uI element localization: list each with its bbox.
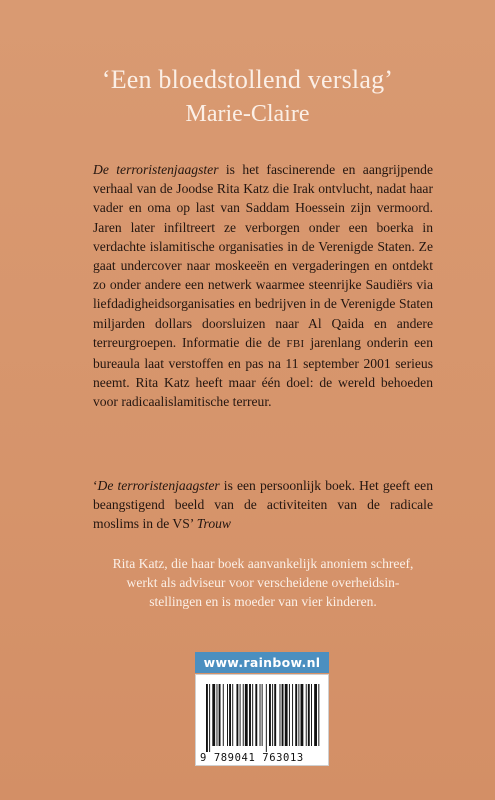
isbn-number: 9 789041 763013 bbox=[200, 752, 304, 764]
barcode-bar bbox=[311, 684, 312, 746]
barcode-bar bbox=[223, 684, 224, 746]
barcode-bar bbox=[266, 684, 267, 752]
barcode-bar bbox=[314, 684, 317, 746]
barcode-bar bbox=[262, 684, 263, 746]
barcode-bar bbox=[282, 684, 284, 746]
barcode-bar bbox=[289, 684, 290, 746]
barcode-bar bbox=[219, 684, 221, 746]
press-open-quote: ‘ bbox=[93, 478, 98, 493]
barcode-bar bbox=[209, 684, 210, 752]
barcode-bar bbox=[245, 684, 248, 746]
synopsis-paragraph bbox=[93, 160, 433, 412]
barcode-bar bbox=[252, 684, 253, 746]
barcode-bar bbox=[236, 684, 238, 746]
barcode-bar bbox=[308, 684, 310, 746]
barcode-bar bbox=[255, 684, 257, 746]
press-source: Trouw bbox=[196, 516, 231, 532]
barcode-bar bbox=[269, 684, 271, 746]
barcode-bar bbox=[318, 684, 319, 746]
barcode-bar bbox=[285, 684, 288, 746]
author-bio-line: Rita Katz, die haar boek aanvankelijk anoniem schreef, bbox=[112, 556, 414, 571]
barcode-bar bbox=[274, 684, 276, 746]
author-bio-line: stellingen en is moeder van vier kinderen. bbox=[149, 594, 377, 610]
quote-source: Marie-Claire bbox=[185, 101, 310, 127]
barcode-bar bbox=[212, 684, 215, 746]
barcode-bar bbox=[295, 684, 297, 746]
isbn-barcode bbox=[195, 674, 329, 766]
press-quote-paragraph bbox=[93, 476, 433, 534]
barcode-bar bbox=[206, 684, 208, 752]
barcode-bar bbox=[232, 684, 233, 746]
publisher-website: www.rainbow.nl bbox=[195, 652, 329, 673]
press-quote-body: is een persoonlijk boek. Het geeft een beangstigend beeld van de activiteiten van de radicale moslims in de VS’ bbox=[93, 478, 433, 532]
barcode-bar bbox=[272, 684, 273, 746]
barcode-bar bbox=[260, 684, 261, 746]
barcode-bar bbox=[227, 684, 228, 746]
barcode-bar bbox=[229, 684, 231, 746]
press-book-title-italic: De terroristenjaagster bbox=[97, 478, 220, 493]
book-title-italic: De terroristenjaagster bbox=[93, 162, 219, 177]
barcode-bar bbox=[301, 684, 304, 746]
barcode-bar bbox=[217, 684, 218, 746]
barcode-bar bbox=[298, 684, 299, 746]
barcode-bar bbox=[243, 684, 244, 746]
barcode-bar bbox=[306, 684, 307, 746]
author-bio-line: werkt als adviseur voor verscheidene overheidsin- bbox=[126, 575, 400, 591]
barcode-bar bbox=[240, 684, 241, 746]
barcode-bars bbox=[206, 684, 320, 752]
author-bio bbox=[90, 554, 436, 612]
fbi-abbreviation: FBI bbox=[286, 337, 305, 350]
quote-text: ‘Een bloedstollend verslag’ bbox=[101, 65, 394, 94]
synopsis-text-part1: is het fascinerende en aangrijpende verhaal van de Joodse Rita Katz die Irak ontvlucht, nadat haar vader en oma op last van Saddam Hoessein zijn vermoord. Jaren later infiltreert ze verborgen onder een boerka in verdachte islamitische organisaties in de Verenigde Staten. Ze gaat undercover naar moskeeën en vergaderingen en ontdekt zo onder andere een netwerk waarmee steenrijke Saudiërs via liefdadigheidsorganisaties en bedrijven in de Verenigde Staten miljarden dollars doorsluizen naar Al Qaida en andere terreurgroepen. Informatie die de bbox=[93, 162, 433, 350]
review-quote bbox=[0, 64, 495, 130]
barcode-bar bbox=[280, 684, 281, 746]
barcode-bar bbox=[249, 684, 251, 746]
synopsis-text-part2: jarenlang onderin een bureaula laat verstoffen en pas na 11 september 2001 serieus neemt. Rita Katz heeft maar één doel: de wereld behoeden voor radicaalislamitische terreur. bbox=[93, 334, 434, 410]
barcode-bar bbox=[292, 684, 293, 746]
